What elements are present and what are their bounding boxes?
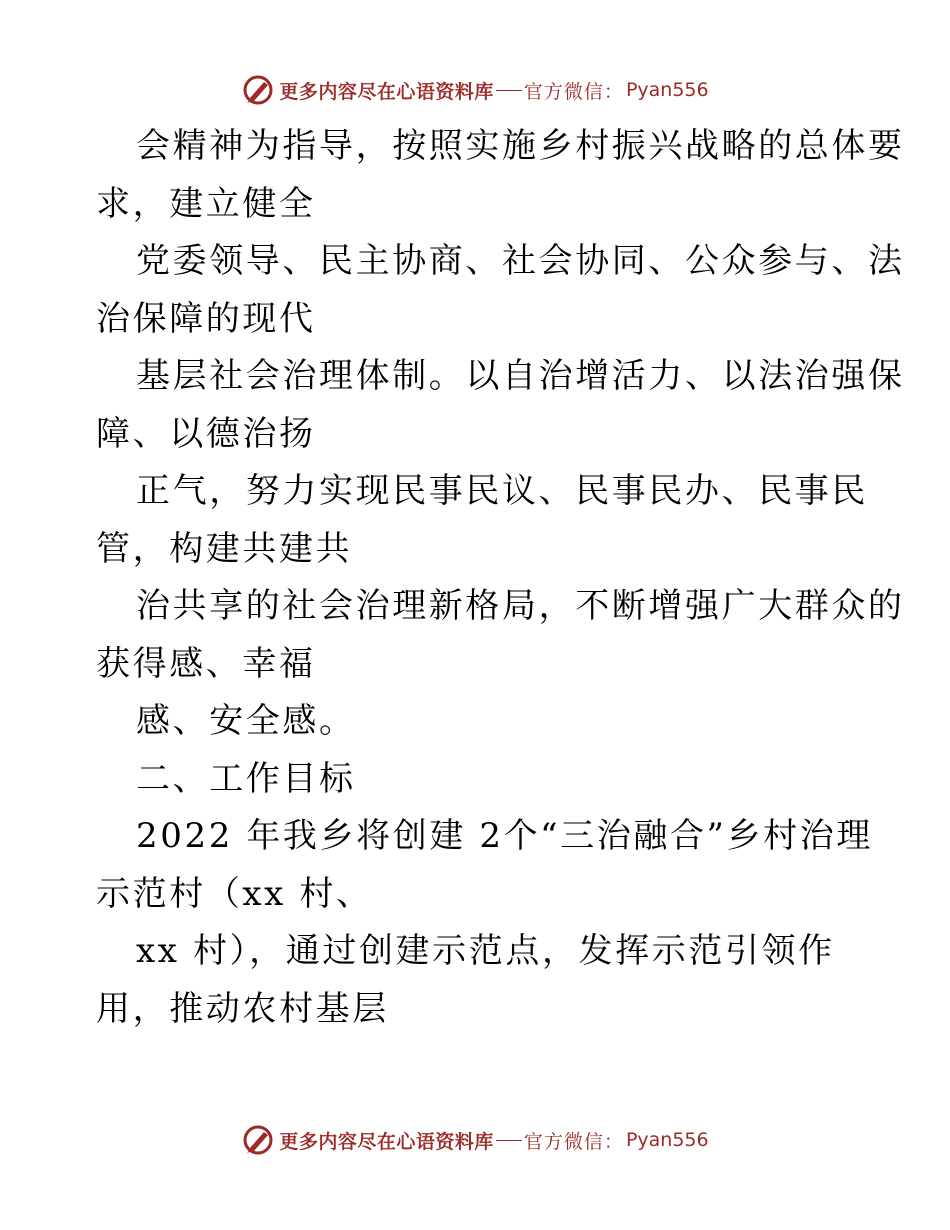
text-line: 求，建立健全	[96, 183, 316, 224]
text-line: 治保障的现代	[96, 298, 316, 339]
text-line: 用，推动农村基层	[96, 988, 389, 1029]
pen-logo-icon	[241, 73, 275, 107]
text-line: xx 村），通过创建示范点，发挥示范引领作	[136, 931, 835, 971]
header-wechat-id: Pyan556	[625, 79, 709, 101]
text-line: 基层社会治理体制。以自治增活力、以法治强保	[136, 356, 905, 396]
footer-promo-text: 更多内容尽在心语资料库	[279, 1130, 494, 1153]
text-line: 感、安全感。	[136, 701, 356, 741]
text-line: 示范村（xx 村、	[96, 873, 373, 914]
text-line: 会精神为指导，按照实施乡村振兴战略的总体要	[136, 126, 905, 166]
text-line: 治共享的社会治理新格局，不断增强广大群众的	[136, 586, 905, 626]
section-heading: 二、工作目标	[136, 758, 356, 799]
header-banner	[0, 70, 950, 110]
footer-banner	[0, 1120, 950, 1160]
text-line: 党委领导、民主协商、社会协同、公众参与、法	[136, 241, 905, 281]
footer-wechat-id: Pyan556	[625, 1129, 709, 1151]
header-promo-text: 更多内容尽在心语资料库	[279, 80, 494, 103]
header-official-label: 官方微信：	[523, 80, 624, 103]
footer-dash	[496, 1140, 522, 1141]
text-line: 获得感、幸福	[96, 643, 316, 684]
text-line: 障、以德治扬	[96, 413, 316, 454]
text-line: 管，构建共建共	[96, 528, 353, 569]
text-line: 正气，努力实现民事民议、民事民办、民事民	[136, 471, 868, 511]
text-line: 2022 年我乡将创建 2个“三治融合”乡村治理	[136, 816, 873, 856]
header-dash	[496, 90, 522, 91]
footer-official-label: 官方微信：	[523, 1130, 624, 1153]
document-body	[96, 118, 905, 1038]
pen-logo-icon	[241, 1123, 275, 1157]
